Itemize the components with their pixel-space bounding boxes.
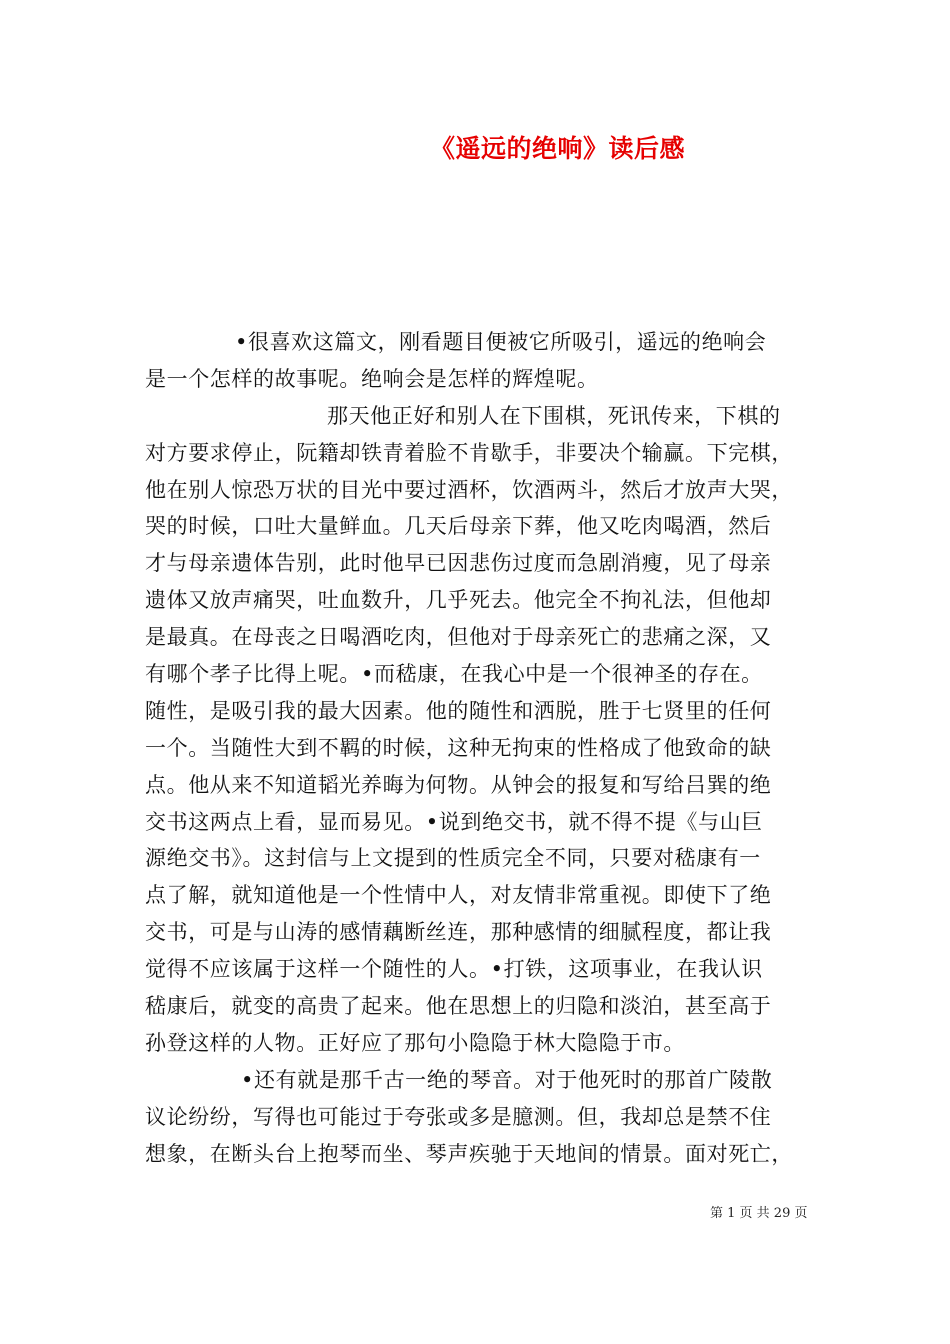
body-line: 交书，可是与山涛的感情藕断丝连，那种感情的细腻程度，都让我 bbox=[145, 920, 772, 945]
body-line: 孙登这样的人物。正好应了那句小隐隐于林大隐隐于市。 bbox=[145, 1030, 685, 1055]
body-line: 交书这两点上看，显而易见。•说到绝交书，就不得不提《与山巨 bbox=[145, 809, 763, 834]
body-line: 他在别人惊恐万状的目光中要过酒杯，饮酒两斗，然后才放声大哭， bbox=[145, 477, 793, 502]
body-line: 觉得不应该属于这样一个随性的人。•打铁，这项事业，在我认识 bbox=[145, 957, 763, 982]
body-line: •还有就是那千古一绝的琴音。对于他死时的那首广陵散 bbox=[241, 1067, 773, 1092]
body-line: 议论纷纷，写得也可能过于夸张或多是臆测。但，我却总是禁不住 bbox=[145, 1104, 772, 1129]
body-line: 那天他正好和别人在下围棋，死讯传来，下棋的 bbox=[327, 403, 781, 428]
page-number-footer: 第 1 页 共 29 页 bbox=[710, 1206, 808, 1221]
body-line: 嵇康后，就变的高贵了起来。他在思想上的归隐和淡泊，甚至高于 bbox=[145, 994, 772, 1019]
body-line: 随性，是吸引我的最大因素。他的随性和洒脱，胜于七贤里的任何 bbox=[145, 698, 772, 723]
body-line: 才与母亲遗体告别，此时他早已因悲伤过度而急剧消瘦，见了母亲 bbox=[145, 551, 772, 576]
body-line: 源绝交书》。这封信与上文提到的性质完全不同，只要对嵇康有一 bbox=[145, 846, 761, 871]
body-line: 有哪个孝子比得上呢。•而嵇康，在我心中是一个很神圣的存在。 bbox=[145, 662, 763, 687]
body-line: 是最真。在母丧之日喝酒吃肉，但他对于母亲死亡的悲痛之深，又 bbox=[145, 625, 772, 650]
body-line: 点了解，就知道他是一个性情中人，对友情非常重视。即使下了绝 bbox=[145, 883, 772, 908]
document-title: 《遥远的绝响》读后感 bbox=[430, 134, 686, 163]
body-line: 对方要求停止，阮籍却铁青着脸不肯歇手，非要决个输赢。下完棋， bbox=[145, 440, 793, 465]
body-line: 是一个怎样的故事呢。绝响会是怎样的辉煌呢。 bbox=[145, 366, 599, 391]
body-line: 想象，在断头台上抱琴而坐、琴声疾驰于天地间的情景。面对死亡， bbox=[145, 1141, 793, 1166]
body-line: 哭的时候，口吐大量鲜血。几天后母亲下葬，他又吃肉喝酒，然后 bbox=[145, 514, 772, 539]
body-line: •很喜欢这篇文，刚看题目便被它所吸引，遥远的绝响会 bbox=[235, 330, 767, 354]
body-line: 点。他从来不知道韬光养晦为何物。从钟会的报复和写给吕巽的绝 bbox=[145, 772, 772, 797]
document-body bbox=[145, 324, 825, 1172]
body-line: 遗体又放声痛哭，吐血数升，几乎死去。他完全不拘礼法，但他却 bbox=[145, 588, 772, 613]
body-line: 一个。当随性大到不羁的时候，这种无拘束的性格成了他致命的缺 bbox=[145, 735, 772, 760]
